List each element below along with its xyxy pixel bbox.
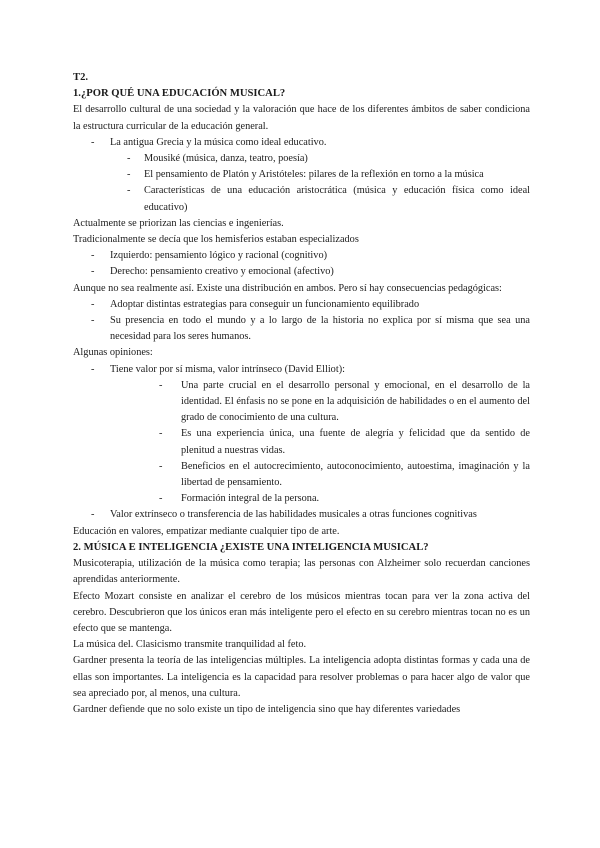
paragraph: Efecto Mozart consiste en analizar el cerebro de los músicos mientras tocan para ver la zona activa del cerebro. Descubrieron que los únicos eran más inteligente pero el efecto en su cerebro mientras tocan no es un efecto que se mantenga. xyxy=(73,590,530,634)
paragraph: El desarrollo cultural de una sociedad y la valoración que hace de los diferentes ámbitos de saber condiciona la estructura curricular de la educación general. xyxy=(73,104,530,132)
list-item xyxy=(73,426,530,458)
bullet-dash-icon: - xyxy=(91,298,95,310)
list-item xyxy=(73,151,530,167)
bullet-dash-icon: - xyxy=(91,250,95,262)
list-item xyxy=(73,491,530,507)
bullet-dash-icon: - xyxy=(91,266,95,278)
list-item xyxy=(73,135,530,151)
bullet-dash-icon: - xyxy=(127,169,131,181)
list-item xyxy=(73,264,530,280)
list-item-text: Es una experiencia única, una fuente de alegría y felicidad que da sentido de plenitud a nuestras vidas. xyxy=(181,428,530,456)
bullet-dash-icon: - xyxy=(159,493,163,505)
list-item-text: Izquierdo: pensamiento lógico y racional (cognitivo) xyxy=(110,250,328,262)
bullet-dash-icon: - xyxy=(91,315,95,327)
paragraph: Aunque no sea realmente así. Existe una distribución en ambos. Pero sí hay consecuencias pedagógicas: xyxy=(73,282,502,294)
list-item-text: Tiene valor por sí misma, valor intrínseco (David Elliot): xyxy=(110,363,345,375)
paragraph: Educación en valores, empatizar mediante cualquier tipo de arte. xyxy=(73,525,340,537)
list-item-text: Derecho: pensamiento creativo y emocional (afectivo) xyxy=(110,266,334,278)
paragraph: Gardner defiende que no solo existe un tipo de inteligencia sino que hay diferentes variedades xyxy=(73,703,461,715)
document-title: T2. xyxy=(73,72,89,83)
list-item-text: Beneficios en el autocrecimiento, autoconocimiento, autoestima, imaginación y la libertad de pensamiento. xyxy=(181,460,530,489)
bullet-dash-icon: - xyxy=(159,460,163,472)
section-heading: 1.¿POR QUÉ UNA EDUCACIÓN MUSICAL? xyxy=(73,88,286,100)
list-item-text: Una parte crucial en el desarrollo personal y emocional, en el desarrollo de la identidad. El énfasis no se pone en la adquisición de habilidades o en el aumento del grado de conocimiento de una cultura. xyxy=(181,379,530,424)
list-item-text: El pensamiento de Platón y Aristóteles: pilares de la reflexión en torno a la música xyxy=(144,169,484,181)
section-heading: 2. MÚSICA E INTELIGENCIA ¿EXISTE UNA INTELIGENCIA MUSICAL? xyxy=(73,541,429,553)
list-item-text: Valor extrínseco o transferencia de las habilidades musicales a otras funciones cognitivas xyxy=(110,509,477,521)
paragraph: Tradicionalmente se decía que los hemisferios estaban especializados xyxy=(73,234,359,246)
list-item-text: Mousiké (música, danza, teatro, poesía) xyxy=(144,153,308,165)
list-item xyxy=(73,167,530,183)
list-item-text: Formación integral de la persona. xyxy=(181,493,320,505)
bullet-dash-icon: - xyxy=(91,363,95,375)
paragraph: Algunas opiniones: xyxy=(73,347,153,359)
bullet-dash-icon: - xyxy=(91,509,95,521)
bullet-dash-icon: - xyxy=(127,185,131,197)
list-item xyxy=(73,459,530,491)
list-item-text: Características de una educación aristocrática (música y educación física como ideal educativo) xyxy=(144,185,530,213)
list-item xyxy=(73,362,530,378)
list-item xyxy=(73,313,530,345)
paragraph: La música del. Clasicismo transmite tranquilidad al feto. xyxy=(73,639,307,651)
bullet-dash-icon: - xyxy=(127,153,131,165)
list-item-text: Adoptar distintas estrategias para conseguir un funcionamiento equilibrado xyxy=(110,298,420,310)
paragraph: Musicoterapia, utilización de la música como terapia; las personas con Alzheimer solo recuerdan canciones aprendidas anteriormente. xyxy=(73,558,530,586)
bullet-dash-icon: - xyxy=(91,136,95,148)
paragraph: Gardner presenta la teoría de las inteligencias múltiples. La inteligencia adopta distintas formas y cada una de ellas son importantes. La inteligencia es la capacidad para resolver problemas o para hacer algo de valor que sea apreciado por, al menos, una cultura. xyxy=(73,655,530,699)
list-item-text: La antigua Grecia y la música como ideal educativo. xyxy=(110,136,327,148)
list-item xyxy=(73,297,530,313)
bullet-dash-icon: - xyxy=(159,428,163,440)
bullet-dash-icon: - xyxy=(159,379,163,391)
paragraph: Actualmente se priorizan las ciencias e ingenierías. xyxy=(73,217,284,229)
list-item xyxy=(73,183,530,215)
list-item xyxy=(73,378,530,427)
list-item-text: Su presencia en todo el mundo y a lo largo de la historia no explica por sí misma que sea una necesidad para los seres humanos. xyxy=(110,315,530,343)
document-page xyxy=(73,70,530,718)
list-item xyxy=(73,507,530,523)
list-item xyxy=(73,248,530,264)
